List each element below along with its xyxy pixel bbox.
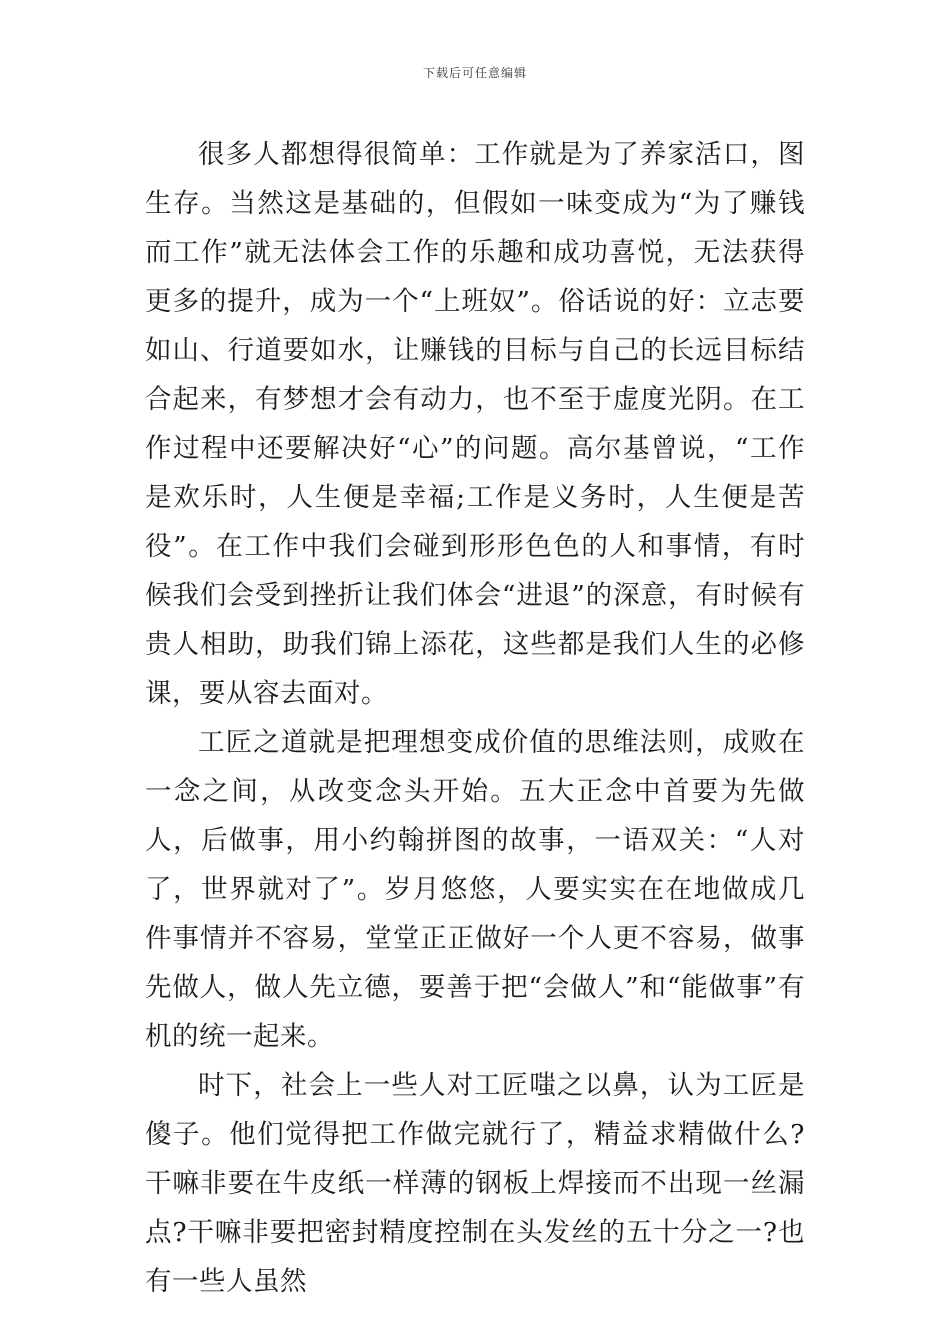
paragraph-1: 很多人都想得很简单：工作就是为了养家活口，图生存。当然这是基础的，但假如一味变成为“为了赚钱而工作”就无法体会工作的乐趣和成功喜悦，无法获得更多的提升，成为一个“上班奴”。俗话说的好：立志要如山、行道要如水，让赚钱的目标与自己的长远目标结合起来，有梦想才会有动力，也不至于虚度光阴。在工作过程中还要解决好“心”的问题。高尔基曾说，“工作是欢乐时，人生便是幸福;工作是义务时，人生便是苦役”。在工作中我们会碰到形形色色的人和事情，有时候我们会受到挫折让我们体会“进退”的深意，有时候有贵人相助，助我们锦上添花，这些都是我们人生的必修课，要从容去面对。 <box>145 139 805 709</box>
document-body <box>145 130 805 1306</box>
page-header: 下载后可任意编辑 <box>422 66 527 80</box>
paragraph-2: 工匠之道就是把理想变成价值的思维法则，成败在一念之间，从改变念头开始。五大正念中首要为先做人，后做事，用小约翰拼图的故事，一语双关：“人对了，世界就对了”。岁月悠悠，人要实实在在地做成几件事情并不容易，堂堂正正做好一个人更不容易，做事先做人，做人先立德，要善于把“会做人”和“能做事”有机的统一起来。 <box>145 727 805 1052</box>
paragraph-3: 时下，社会上一些人对工匠嗤之以鼻，认为工匠是傻子。他们觉得把工作做完就行了，精益求精做什么?干嘛非要在牛皮纸一样薄的钢板上焊接而不出现一丝漏点?干嘛非要把密封精度控制在头发丝的五十分之一?也有一些人虽然 <box>145 1070 805 1297</box>
